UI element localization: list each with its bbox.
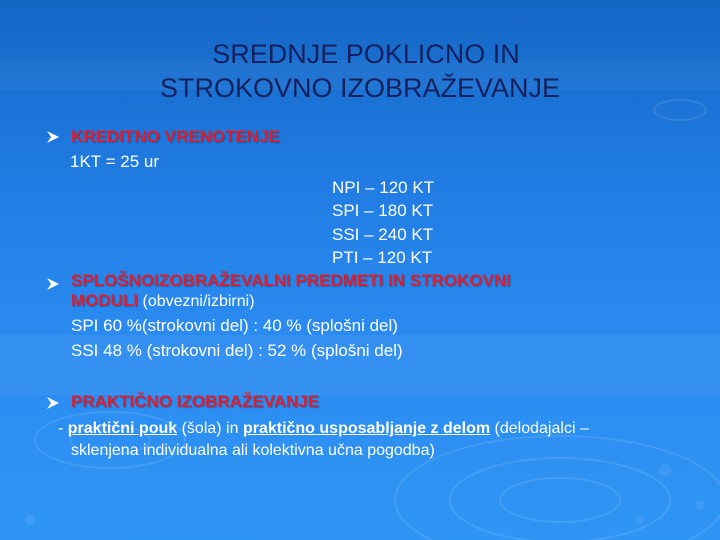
credit-ssi: SSI – 240 KT (332, 225, 434, 244)
credit-npi: NPI – 120 KT (332, 178, 435, 197)
credit-pti: PTI – 120 KT (332, 248, 433, 267)
arrowhead-bullet-icon (46, 130, 60, 144)
section3-heading: PRAKTIČNO IZOBRAŽEVANJE (71, 392, 320, 411)
section1-line: 1KT = 25 ur (70, 152, 159, 171)
ratio-row-ssi: SSI 48 % (strokovni del) : 52 % (splošni del) (71, 341, 403, 360)
section2-heading-moduli: MODULI (71, 291, 139, 310)
ratio-row-spi: SPI 60 %(strokovni del) : 40 % (splošni del) (71, 316, 398, 335)
credit-spi: SPI – 180 KT (332, 201, 434, 220)
section3-dash: - (58, 420, 68, 437)
section3-mid1: (šola) in (177, 420, 243, 437)
term-prakticni-pouk: praktični pouk (67, 420, 178, 437)
section2-heading-suffix: (obvezni/izbirni) (138, 293, 255, 310)
title-line-1: SREDNJE POKLICNO IN (212, 39, 520, 69)
arrowhead-bullet-icon (46, 277, 60, 291)
title-line-2: STROKOVNO IZOBRAŽEVANJE (159, 73, 561, 103)
arrowhead-bullet-icon (46, 396, 60, 410)
section3-line1 (58, 419, 589, 439)
section3-mid2: (delodajalci – (490, 420, 589, 437)
section2-heading-line1: SPLOŠNOIZOBRAŽEVALNI PREDMETI IN STROKOVNI (71, 271, 511, 290)
term-prakticno-usposabljanje: praktično usposabljanje z delom (242, 420, 491, 437)
section2-heading-line2 (71, 291, 255, 312)
section1-heading: KREDITNO VRENOTENJE (71, 127, 280, 146)
section3-line2: sklenjena individualna ali kolektivna učna pogodba) (71, 442, 435, 459)
